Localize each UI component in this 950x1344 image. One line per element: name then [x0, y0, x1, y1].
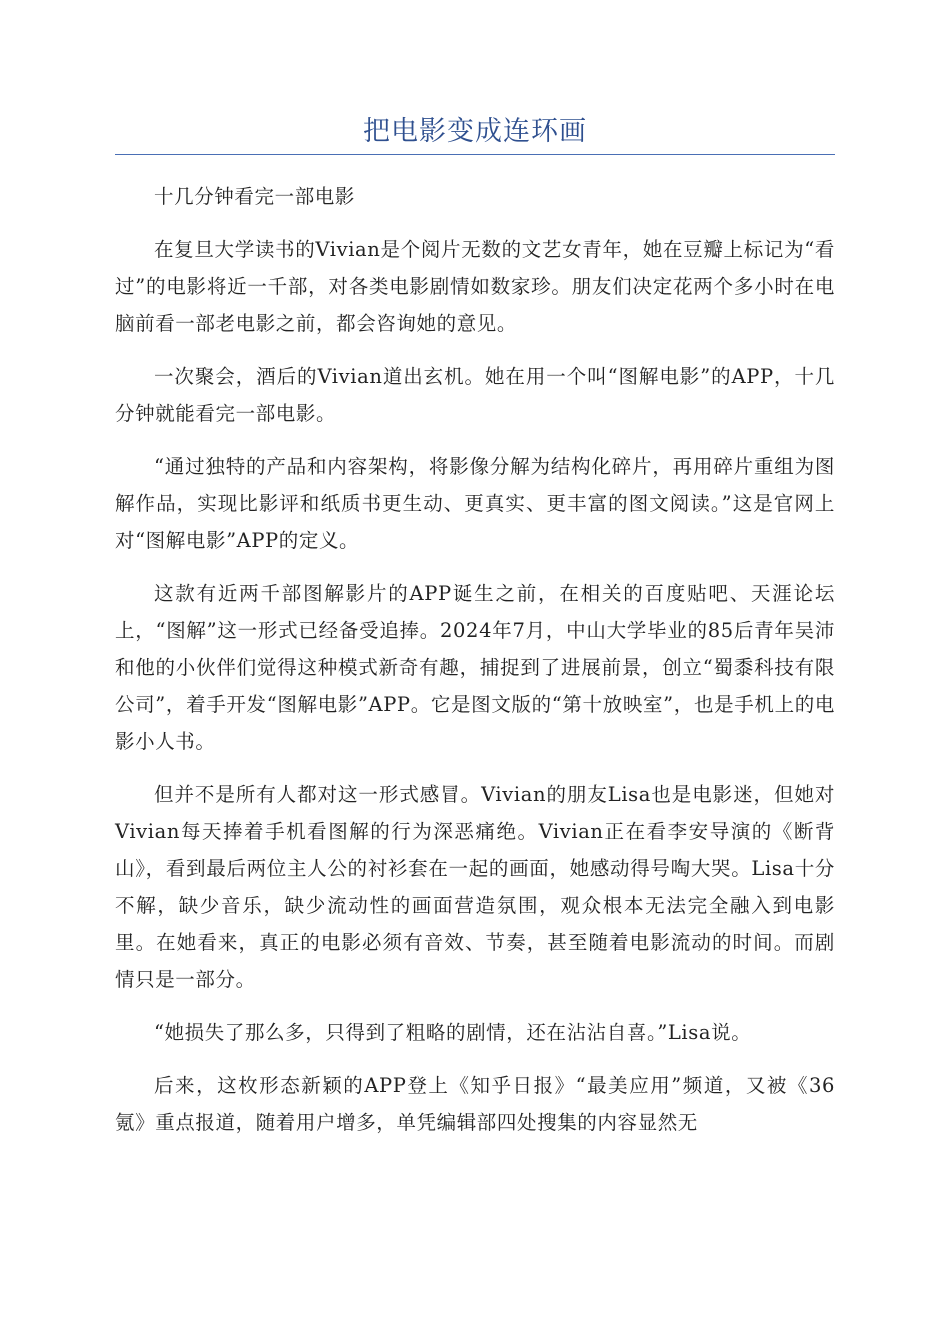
paragraph-7: “她损失了那么多，只得到了粗略的剧情，还在沾沾自喜。”Lisa说。: [154, 1021, 752, 1044]
article-body: [115, 178, 835, 1157]
paragraph-2: 在复旦大学读书的Vivian是个阅片无数的文艺女青年，她在豆瓣上标记为“看过”的电影将近一千部，对各类电影剧情如数家珍。朋友们决定花两个多小时在电脑前看一部老电影之前，都会咨询她的意见。: [115, 238, 835, 335]
paragraph-1: 十几分钟看完一部电影: [154, 185, 356, 208]
paragraph-3: 一次聚会，酒后的Vivian道出玄机。她在用一个叫“图解电影”的APP，十几分钟就能看完一部电影。: [115, 365, 835, 425]
paragraph-5: 这款有近两千部图解影片的APP诞生之前，在相关的百度贴吧、天涯论坛上，“图解”这一形式已经备受追捧。2024年7月，中山大学毕业的85后青年吴沛和他的小伙伴们觉得这种模式新奇有趣，捕捉到了进展前景，创立“蜀黍科技有限公司”，着手开发“图解电影”APP。它是图文版的“第十放映室”，也是手机上的电影小人书。: [115, 582, 835, 753]
title-underline: [115, 154, 835, 155]
paragraph-4: “通过独特的产品和内容架构，将影像分解为结构化碎片，再用碎片重组为图解作品，实现比影评和纸质书更生动、更真实、更丰富的图文阅读。”这是官网上对“图解电影”APP的定义。: [115, 455, 835, 552]
paragraph-6: 但并不是所有人都对这一形式感冒。Vivian的朋友Lisa也是电影迷，但她对Vivian每天捧着手机看图解的行为深恶痛绝。Vivian正在看李安导演的《断背山》，看到最后两位主人公的衬衫套在一起的画面，她感动得号啕大哭。Lisa十分不解，缺少音乐，缺少流动性的画面营造氛围，观众根本无法完全融入到电影里。在她看来，真正的电影必须有音效、节奏，甚至随着电影流动的时间。而剧情只是一部分。: [115, 783, 835, 991]
paragraph-8: 后来，这枚形态新颖的APP登上《知乎日报》“最美应用”频道，又被《36氪》重点报道，随着用户增多，单凭编辑部四处搜集的内容显然无: [115, 1074, 835, 1134]
document-title: 把电影变成连环画: [363, 116, 587, 147]
